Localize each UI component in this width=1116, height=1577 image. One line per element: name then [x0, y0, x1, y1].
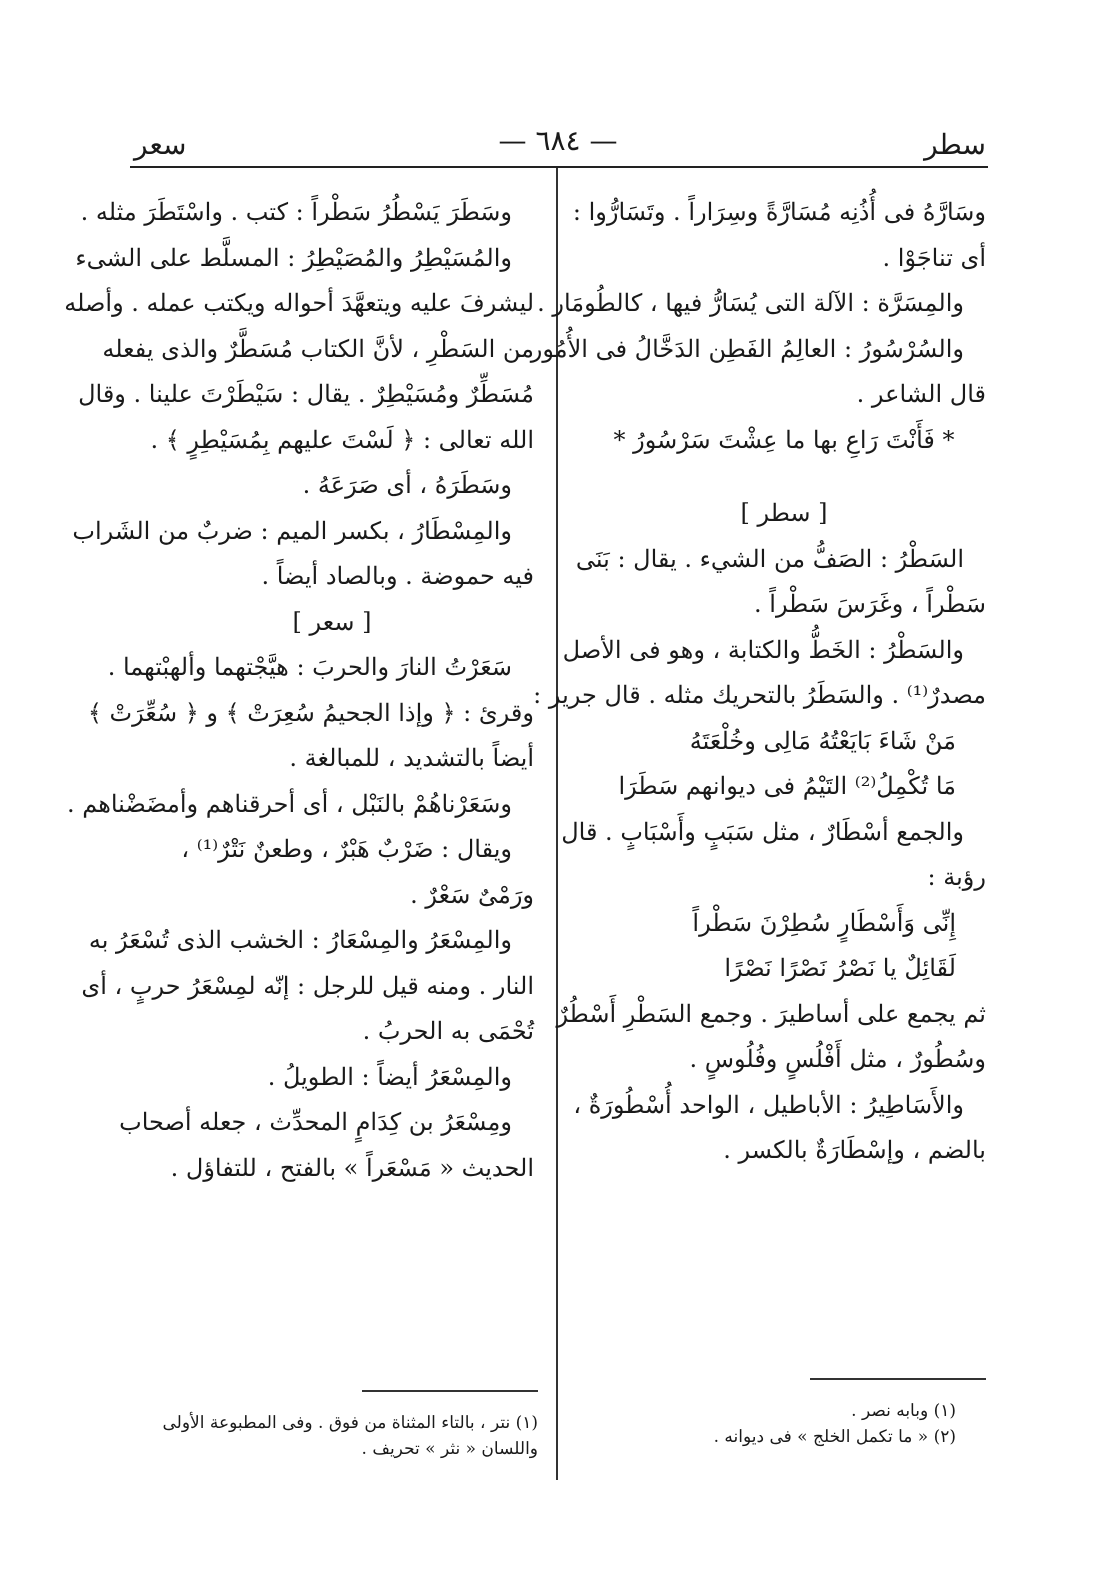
text-line: قال الشاعر .	[856, 380, 986, 408]
text-line: السَطْرُ : الصَفُّ من الشيء . يقال : بَنَى	[575, 544, 964, 573]
text-line: والمِسْطَارُ ، بكسر الميم : ضربٌ من الشَراب	[72, 516, 512, 545]
text-line: وسَطَرَ يَسْطُرُ سَطْراً : كتب . واسْتَطَرَ مثله .	[80, 198, 512, 226]
text-line: من السَطْرِ ، لأنَّ الكتاب مُسَطَّرٌ والذى يفعله	[102, 334, 534, 363]
verse-line: مَا تُكْمِلُ⁽²⁾ التَيْمُ فى ديوانهم سَطَرَا	[618, 772, 956, 800]
text-line: رؤبة :	[927, 863, 986, 891]
footnotes-left	[118, 1410, 538, 1462]
text-line: والمِسَرَّة : الآلة التى يُسَارُّ فيها ، كالطُومَار .	[537, 289, 964, 317]
entry-heading-saar: [ سعر ]	[292, 607, 372, 636]
running-head-right: سطر	[924, 128, 986, 161]
text-line: ومِسْعَرُ بن كِدَامٍ المحدِّث ، جعله أصحاب	[119, 1108, 512, 1136]
text-line: أى تناجَوْا .	[882, 243, 986, 272]
text-line: ورَمْىٌ سَعْرٌ .	[410, 880, 534, 909]
text-line: بالضم ، وإسْطَارَةٌ بالكسر .	[723, 1136, 986, 1164]
text-line: والمِسْعَرُ أيضاً : الطويلُ .	[267, 1062, 512, 1091]
footnote: (٢) « ما تكمل الخلج » فى ديوانه .	[713, 1427, 956, 1447]
text-line: مصدرٌ⁽¹⁾ . والسَطَرُ بالتحريك مثله . قال جرير :	[533, 681, 986, 709]
text-line: ثم يجمع على أساطيرَ . وجمع السَطْرِ أَسْطُرٌ	[556, 999, 986, 1028]
text-line: مُسَطِّرٌ ومُسَيْطِرٌ . يقال : سَيْطَرْتَ علينا . وقال	[78, 380, 534, 408]
page-number: — ٦٨٤ —	[498, 124, 618, 157]
header-rule	[130, 166, 988, 168]
text-line: سَطْراً ، وغَرَسَ سَطْراً .	[754, 590, 986, 618]
footnote-rule-right	[810, 1378, 986, 1380]
left-column	[64, 190, 534, 1191]
running-head-left: سعر	[134, 128, 187, 161]
verse-line: مَنْ شَاءَ بَايَعْتُهُ مَالِى وخُلْعَتَهُ	[689, 726, 956, 755]
text-line: وسَارَّهُ فى أُذُنِه مُسَارَّةً وسِرَاراً . وتَسَارُّوا :	[572, 198, 986, 226]
text-line: ليشرفَ عليه ويتعهَّدَ أحواله ويكتب عمله . وأصله	[64, 289, 534, 317]
text-line: والجمع أسْطَارٌ ، مثل سَبَبٍ وأَسْبَابٍ . قال	[561, 817, 964, 846]
text-line: والمِسْعَرُ والمِسْعَارُ : الخشب الذى تُسْعَرُ به	[88, 926, 512, 954]
footnote: واللسان « نثر » تحريف .	[361, 1439, 538, 1459]
text-line: الحديث « مَسْعَراً » بالفتح ، للتفاؤل .	[170, 1153, 534, 1182]
text-line: ويقال : ضَرْبٌ هَبْرٌ ، وطعنٌ نَتْرٌ⁽¹⁾ ،	[181, 835, 512, 863]
verse-line: * فَأَنْتَ رَاعِ بها ما عِشْتَ سَرْسُورُ *	[613, 425, 955, 454]
footnote: (١) وبابه نصر .	[851, 1401, 956, 1421]
text-line: والأَسَاطِيرُ : الأباطيل ، الواحد أُسْطُورَةٌ ،	[573, 1090, 964, 1119]
verse-line: لَقَائِلٌ يا نَصْرُ نَصْرًا نَصْرًا	[724, 954, 956, 982]
entry-heading-satr: [ سطر ]	[740, 499, 828, 527]
footnote: (١) نتر ، بالتاء المثناة من فوق . وفى المطبوعة الأولى	[162, 1413, 538, 1433]
text-line: والسُرْسُورُ : العالِمُ الفَطِن الدَخَّالُ فى الأُمُور .	[515, 334, 964, 363]
text-line: النار . ومنه قيل للرجل : إنّه لمِسْعَرُ حربٍ ، أى	[81, 971, 534, 1000]
text-line: والمُسَيْطِرُ والمُصَيْطِرُ : المسلَّط على الشىء	[75, 243, 512, 272]
text-line: وسَعَرْناهُمْ بالنَبْل ، أى أحرقناهم وأمضَضْناهم .	[66, 789, 512, 818]
text-line: الله تعالى : ﴿ لَسْتَ عليهم بِمُسَيْطِرٍ ﴾ .	[150, 425, 534, 454]
text-line: تُحْمَى به الحربُ .	[362, 1017, 534, 1045]
spacer	[582, 463, 986, 491]
text-line: أيضاً بالتشديد ، للمبالغة .	[289, 744, 534, 772]
text-line: وسُطُورٌ ، مثل أَفْلُسٍ وفُلُوسٍ .	[689, 1045, 986, 1073]
footnote-rule-left	[362, 1390, 538, 1392]
verse-line: إِنِّى وَأَسْطَارٍ سُطِرْنَ سَطْراً	[692, 908, 956, 937]
text-line: والسَطْرُ : الخَطُّ والكتابة ، وهو فى الأصل	[562, 635, 964, 664]
text-line: وقرئ : ﴿ وإذا الجحيمُ سُعِرَتْ ﴾ و ﴿ سُعِّرَتْ ﴾	[87, 698, 534, 727]
text-line: سَعَرْتُ النارَ والحربَ : هيَّجْتهما وألهبْتهما .	[107, 653, 512, 681]
right-column	[515, 190, 986, 1174]
text-line: فيه حموضة . وبالصاد أيضاً .	[261, 562, 534, 590]
footnotes-right	[576, 1398, 956, 1450]
text-line: وسَطَرَهُ ، أى صَرَعَهُ .	[302, 471, 512, 499]
